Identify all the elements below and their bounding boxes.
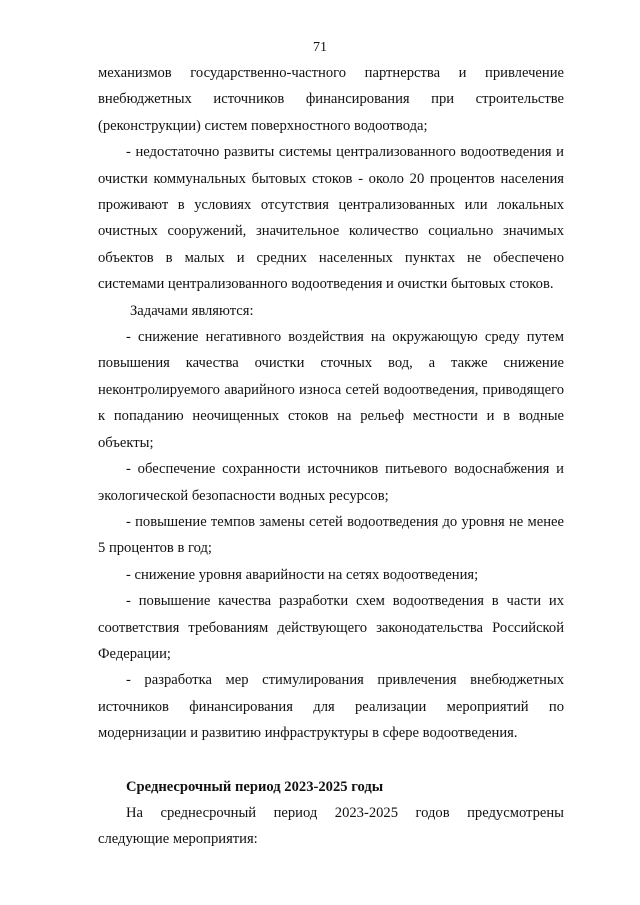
section-intro: На среднесрочный период 2023-2025 годов предусмотрены следующие мероприятия: xyxy=(98,804,564,848)
tasks-heading: Задачами являются: xyxy=(130,302,254,319)
task-item: - повышение темпов замены сетей водоотведения до уровня не менее 5 процентов в год; xyxy=(98,513,564,557)
page-number: 71 xyxy=(313,40,327,55)
paragraph-continuation: механизмов государственно-частного партнерства и привлечение внебюджетных источников финансирования при строительстве (реконструкции) систем поверхностного водоотвода; xyxy=(98,65,564,134)
task-item: - повышение качества разработки схем водоотведения в части их соответствия требованиям действующего законодательства Российской Федерации; xyxy=(98,593,564,662)
task-item: - снижение негативного воздействия на окружающую среду путем повышения качества очистки сточных вод, а также снижение неконтролируемого аварийного износа сетей водоотведения, приводящего к попаданию неочищенных стоков на рельеф местности и в водные объекты; xyxy=(98,329,564,451)
task-item: - разработка мер стимулирования привлечения внебюджетных источников финансирования для реализации мероприятий по модернизации и развитию инфраструктуры в сфере водоотведения. xyxy=(98,672,564,742)
task-item: - обеспечение сохранности источников питьевого водоснабжения и экологической безопасности водных ресурсов; xyxy=(98,461,564,504)
section-heading: Среднесрочный период 2023-2025 годы xyxy=(126,778,384,795)
task-item: - снижение уровня аварийности на сетях водоотведения; xyxy=(126,566,479,583)
document-body xyxy=(98,60,564,853)
paragraph-sewerage-problems: - недостаточно развиты системы централизованного водоотведения и очистки коммунальных бытовых стоков - около 20 процентов населения проживают в условиях отсутствия централизованных или локальных очистных сооружений, значительное количество социально значимых объектов в малых и средних населенных пунктах не обеспечено системами централизованного водоотведения и очистки бытовых стоков. xyxy=(98,144,564,293)
